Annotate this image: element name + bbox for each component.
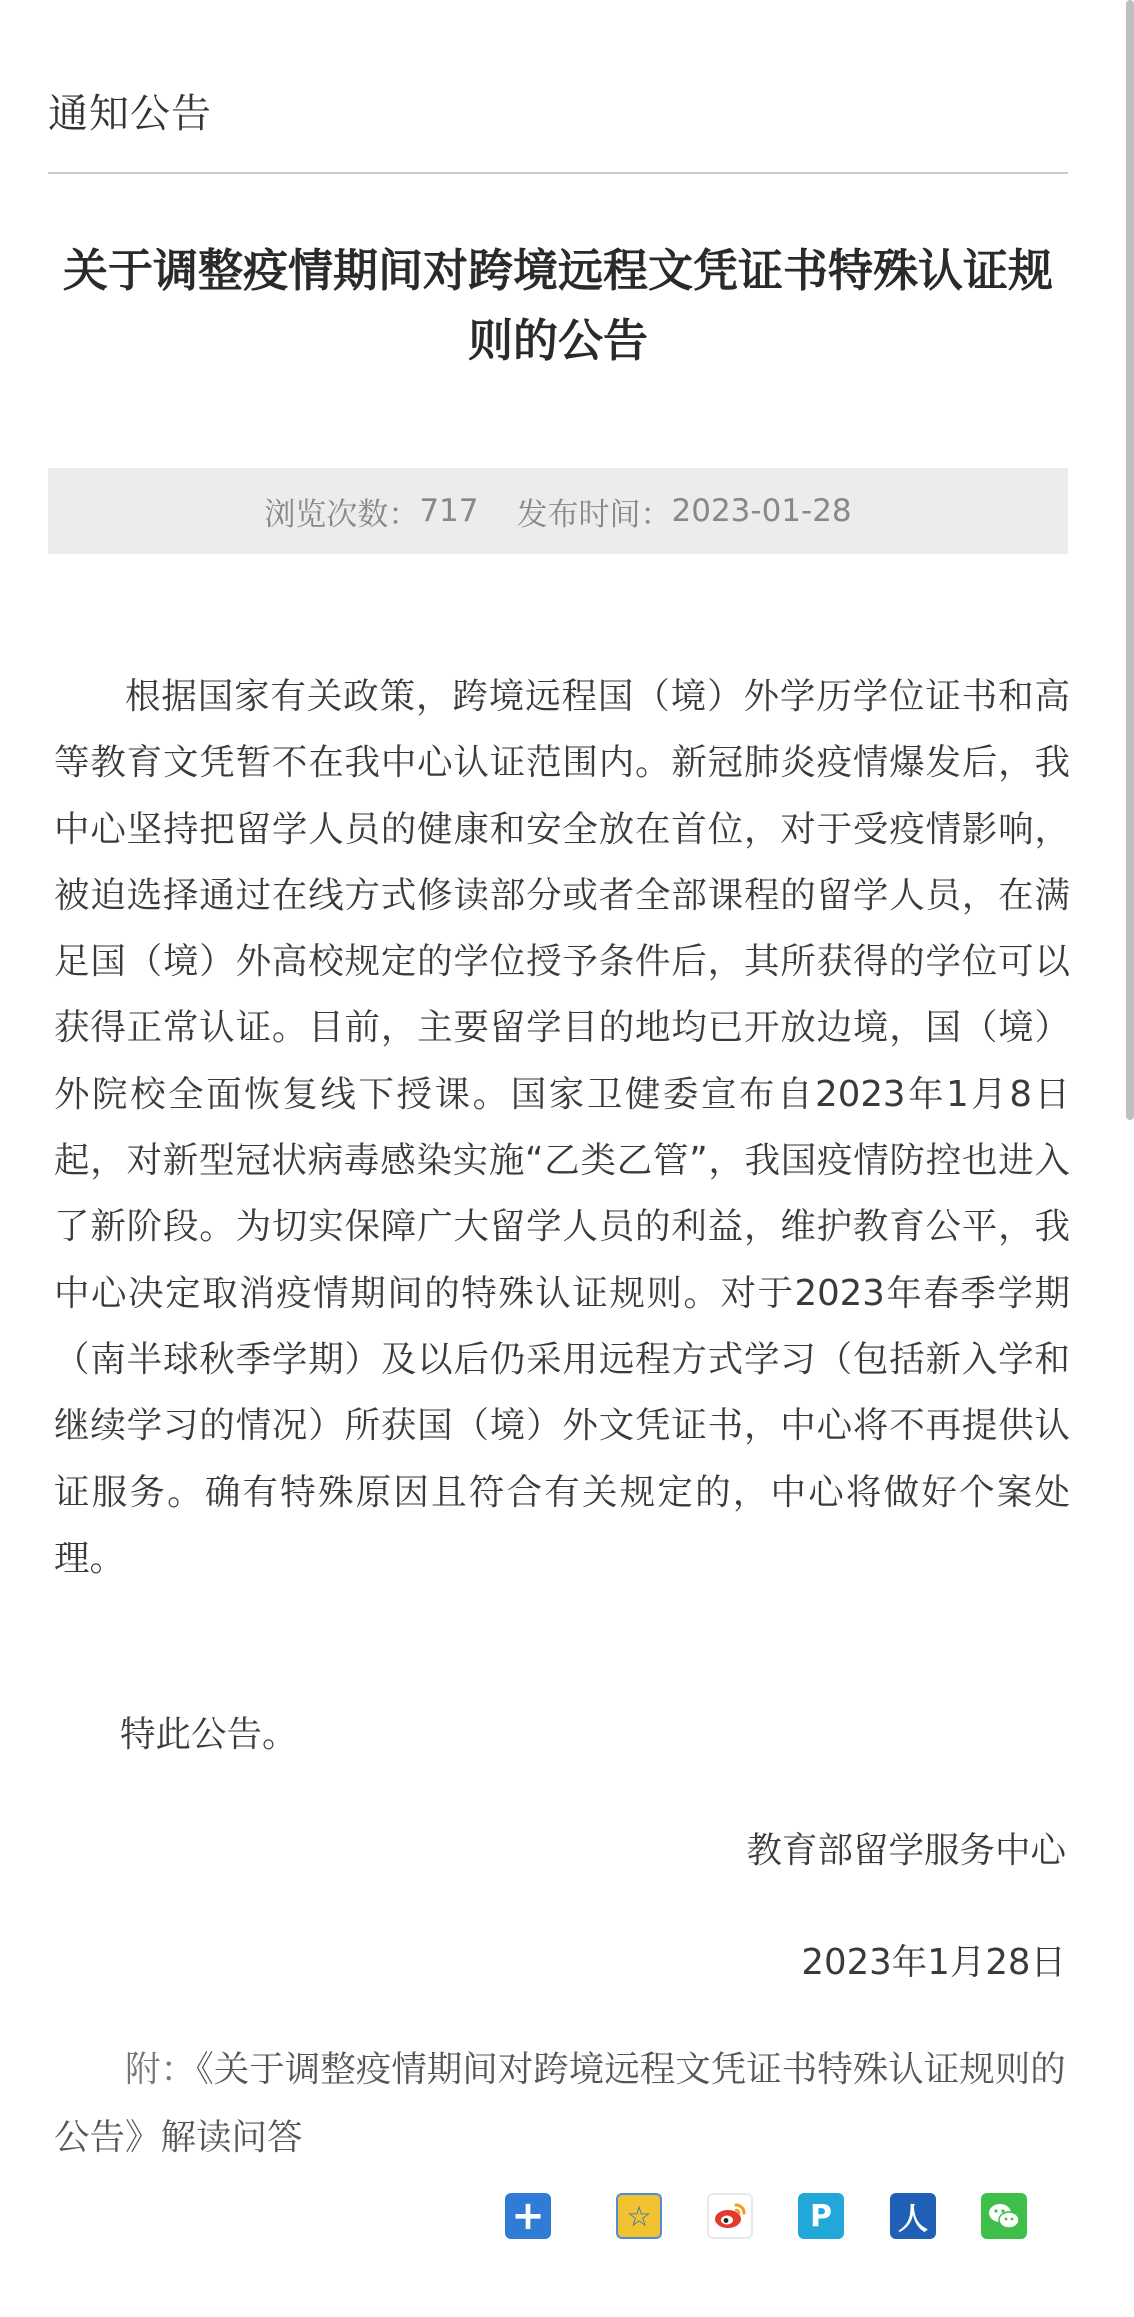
weibo-share-icon[interactable] — [707, 2193, 753, 2239]
views-count: 717 — [419, 493, 479, 529]
attachment-label: 附： — [125, 2049, 197, 2090]
closing-statement: 特此公告。 — [120, 1714, 298, 1755]
article-title-line1: 关于调整疫情期间对跨境远程文凭证书特殊认证规 — [62, 244, 1053, 297]
views-label: 浏览次数： — [264, 496, 420, 533]
section-divider — [48, 172, 1068, 174]
attachment-link[interactable]: 《关于调整疫情期间对跨境远程文凭证书特殊认证规则的公告》解读问答 — [54, 2049, 1066, 2158]
wechat-bubbles-icon — [986, 2201, 1022, 2231]
share-bar — [0, 2193, 1134, 2243]
article-title-line2: 则的公告 — [467, 314, 648, 367]
add-glyph: + — [511, 2193, 545, 2239]
people-glyph: 人 — [898, 2202, 928, 2237]
pinterest-share-icon[interactable] — [798, 2193, 844, 2239]
page-scrollbar[interactable] — [1126, 0, 1134, 1120]
attachment — [54, 2036, 1070, 2172]
add-share-icon[interactable] — [505, 2193, 551, 2239]
article-body: 根据国家有关政策，跨境远程国（境）外学历学位证书和高等教育文凭暂不在我中心认证范围内。新冠肺炎疫情爆发后，我中心坚持把留学人员的健康和安全放在首位，对于受疫情影响，被迫选择通过在线方式修读部分或者全部课程的留学人员，在满足国（境）外高校规定的学位授予条件后，其所获得的学位可以获得正常认证。目前，主要留学目的地均已开放边境，国（境）外院校全面恢复线下授课。国家卫健委宣布自2023年1月8日起，对新型冠状病毒感染实施“乙类乙管”，我国疫情防控也进入了新阶段。为切实保障广大留学人员的利益，维护教育公平，我中心决定取消疫情期间的特殊认证规则。对于2023年春季学期（南半球秋季学期）及以后仍采用远程方式学习（包括新入学和继续学习的情况）所获国（境）外文凭证书，中心将不再提供认证服务。确有特殊原因且符合有关规定的，中心将做好个案处理。 — [54, 676, 1070, 1579]
weibo-eye-icon — [712, 2201, 748, 2231]
qzone-share-icon[interactable] — [616, 2193, 662, 2239]
published-date: 2023-01-28 — [671, 493, 852, 529]
renren-share-icon[interactable] — [890, 2193, 936, 2239]
issue-date: 2023年1月28日 — [801, 1942, 1066, 1983]
article-meta-bar — [48, 468, 1068, 554]
published-label: 发布时间： — [516, 496, 672, 533]
article-title — [48, 236, 1068, 376]
wechat-share-icon[interactable] — [981, 2193, 1027, 2239]
qzone-glyph: ☆ — [626, 2199, 652, 2233]
pin-glyph: P — [810, 2198, 832, 2234]
issuer-signature: 教育部留学服务中心 — [746, 1830, 1066, 1871]
section-title: 通知公告 — [48, 91, 212, 137]
